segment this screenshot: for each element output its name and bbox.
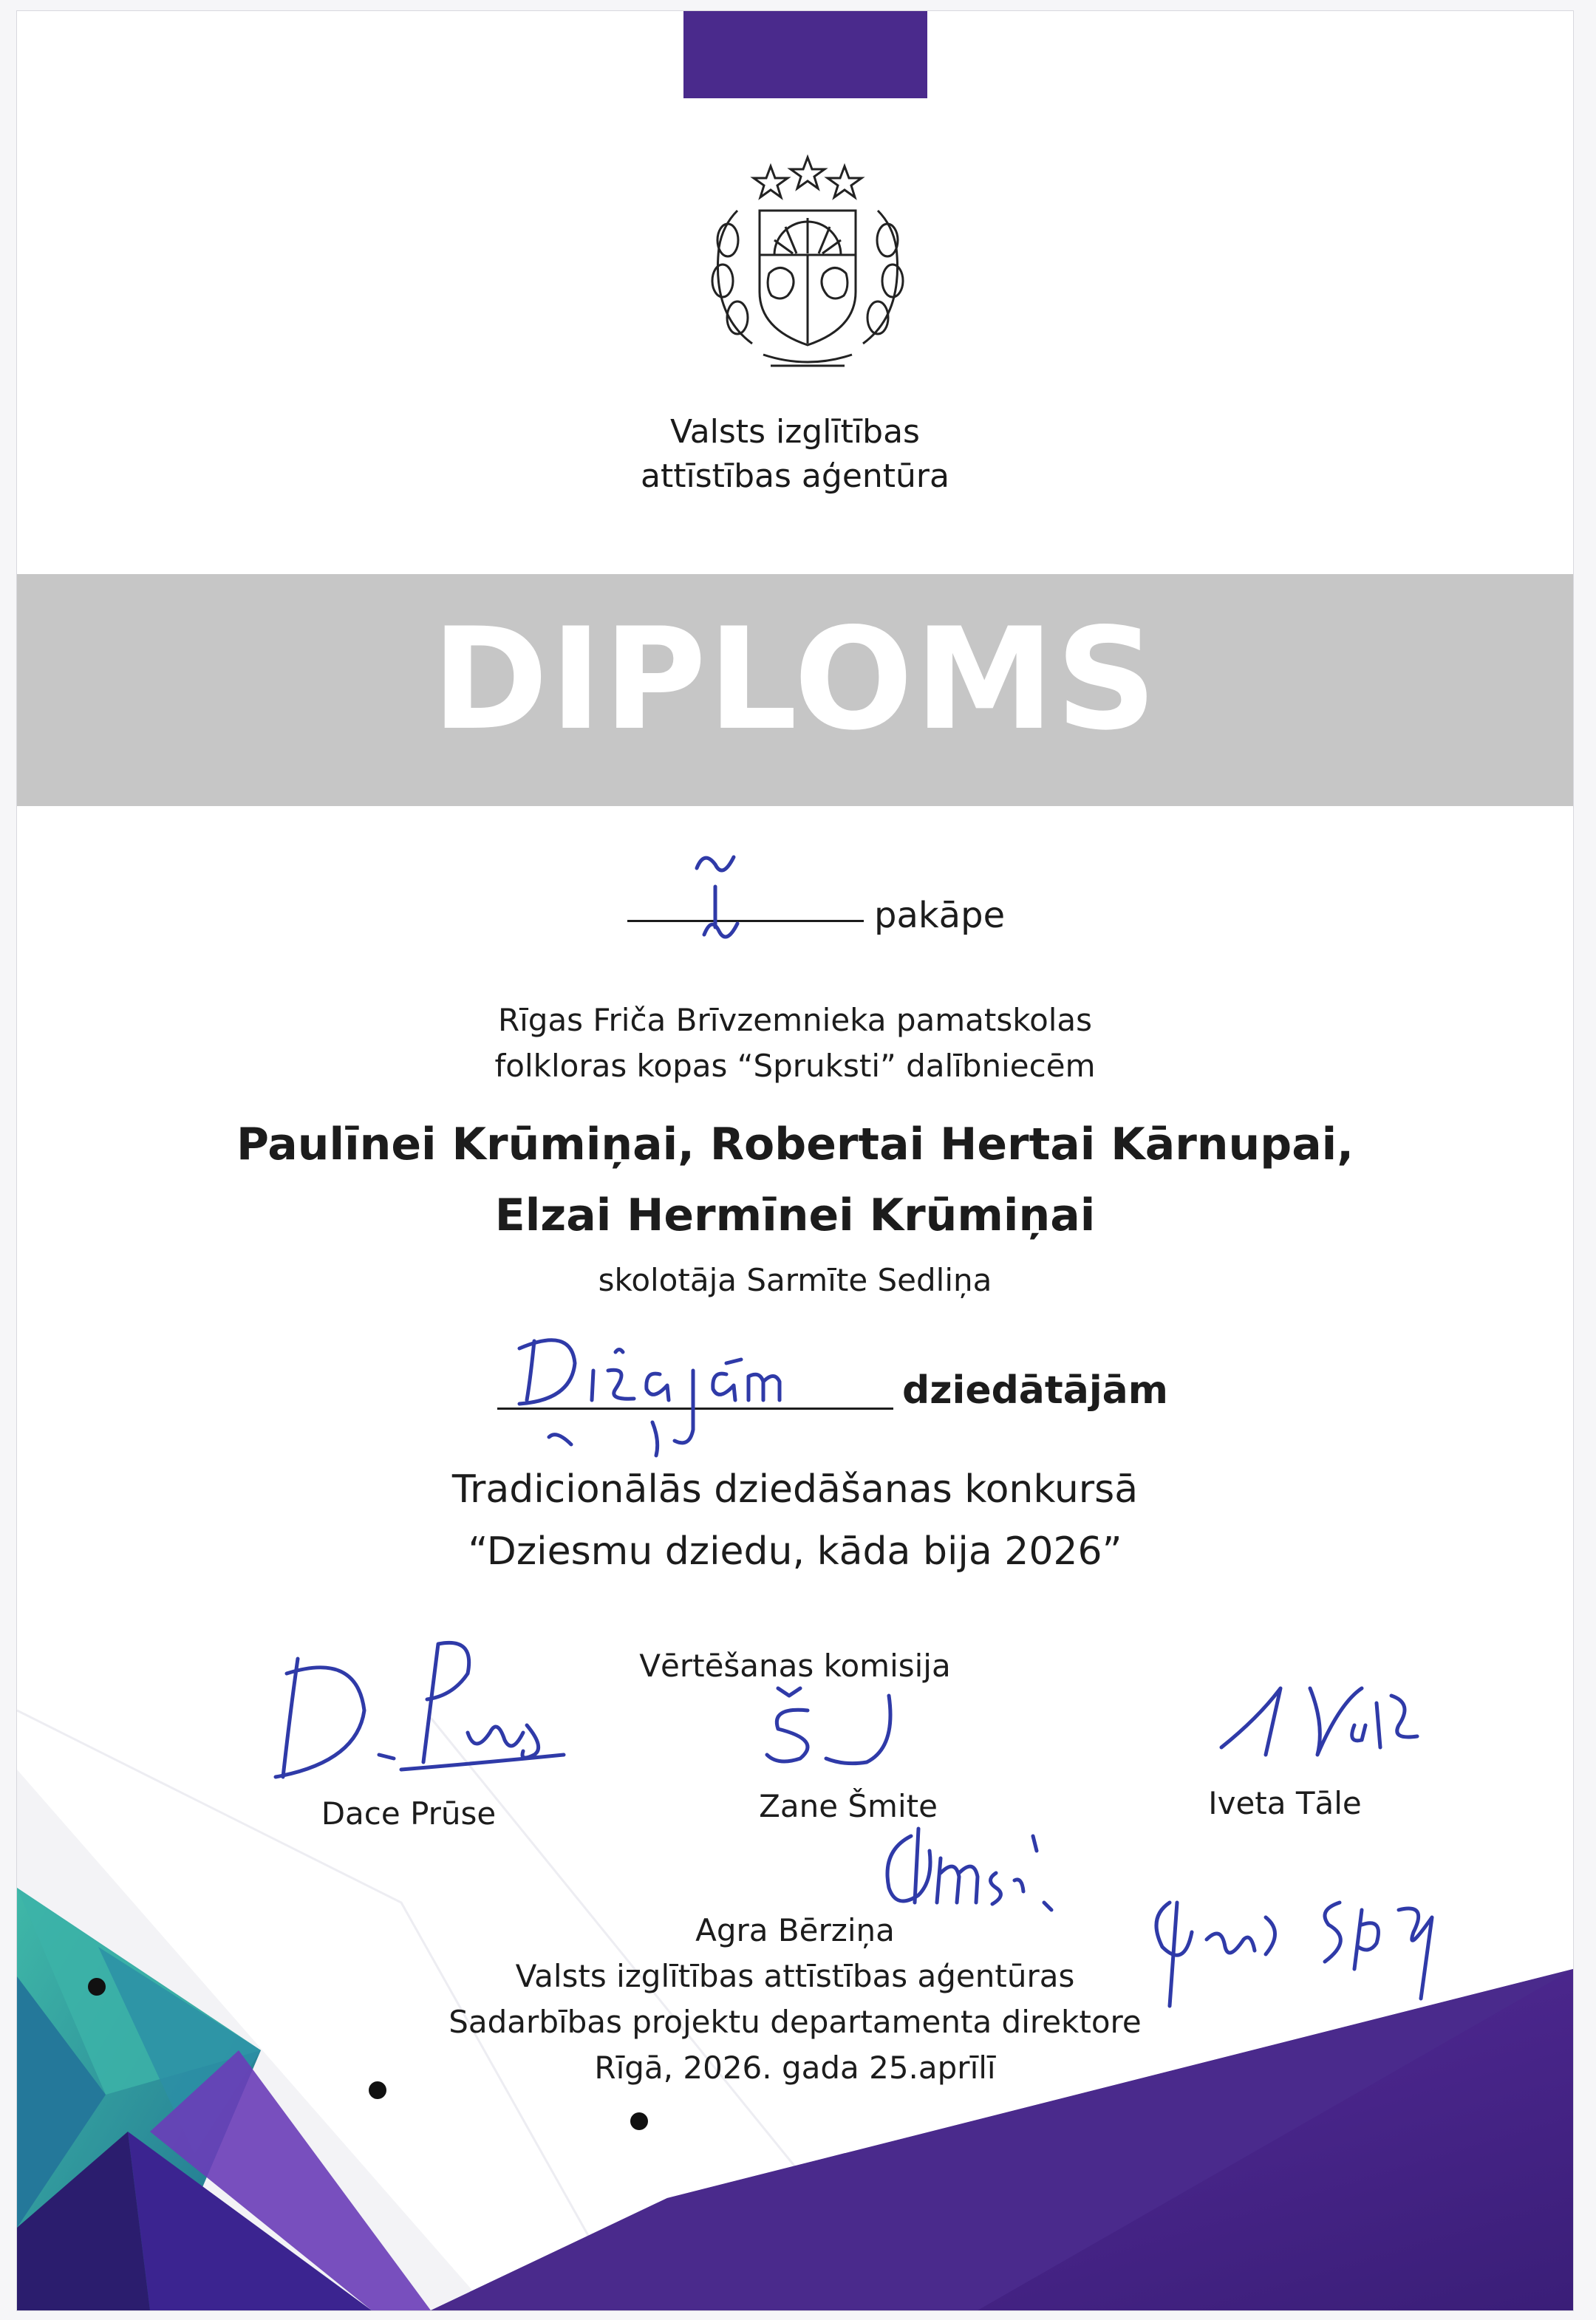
member-name-3: Iveta Tāle [1208, 1785, 1362, 1821]
commission-title: Vērtēšanas komisija [639, 1648, 951, 1684]
school-line1: Rīgas Friča Brīvzemnieka pamatskolas [497, 1002, 1093, 1038]
director-title-line1: Valsts izglītības attīstības aģentūras [515, 1958, 1075, 1994]
teacher-line: skolotāja Sarmīte Sedliņa [598, 1262, 992, 1298]
recipients-line1: Paulīnei Krūmiņai, Robertai Hertai Kārnupai, [236, 1119, 1354, 1170]
agency-name-line1: Valsts izglītības [670, 413, 920, 451]
member-name-2: Zane Šmite [759, 1788, 938, 1824]
award-label: dziedātājām [902, 1368, 1168, 1413]
diploma-page [16, 10, 1574, 2311]
director-title-line2: Sadarbības projektu departamenta direktore [449, 2004, 1142, 2040]
signature-iveta-tale [1214, 1674, 1436, 1770]
date-place: Rīgā, 2026. gada 25.aprīlī [594, 2050, 996, 2086]
agency-name-line2: attīstības aģentūra [641, 457, 949, 495]
signature-zane-smite [756, 1681, 918, 1784]
diploma-title: DIPLOMS [432, 598, 1159, 761]
contest-line2: “Dziesmu dziedu, kāda bija 2026” [468, 1529, 1122, 1574]
school-line2: folkloras kopas “Spruksti” dalībniecēm [494, 1048, 1096, 1084]
member-name-1: Dace Prūse [321, 1795, 497, 1832]
recipients-line2: Elzai Hermīnei Krūmiņai [494, 1190, 1096, 1241]
top-accent-tab [683, 11, 927, 98]
degree-label: pakāpe [874, 895, 1006, 936]
signature-dace-pruse [268, 1629, 579, 1799]
director-name: Agra Bērziņa [695, 1912, 895, 1948]
contest-line1: Tradicionālās dziedāšanas konkursā [451, 1467, 1139, 1512]
handwritten-degree-signature [682, 846, 763, 957]
coat-of-arms-icon [682, 144, 933, 388]
handwritten-award-text [505, 1319, 815, 1459]
